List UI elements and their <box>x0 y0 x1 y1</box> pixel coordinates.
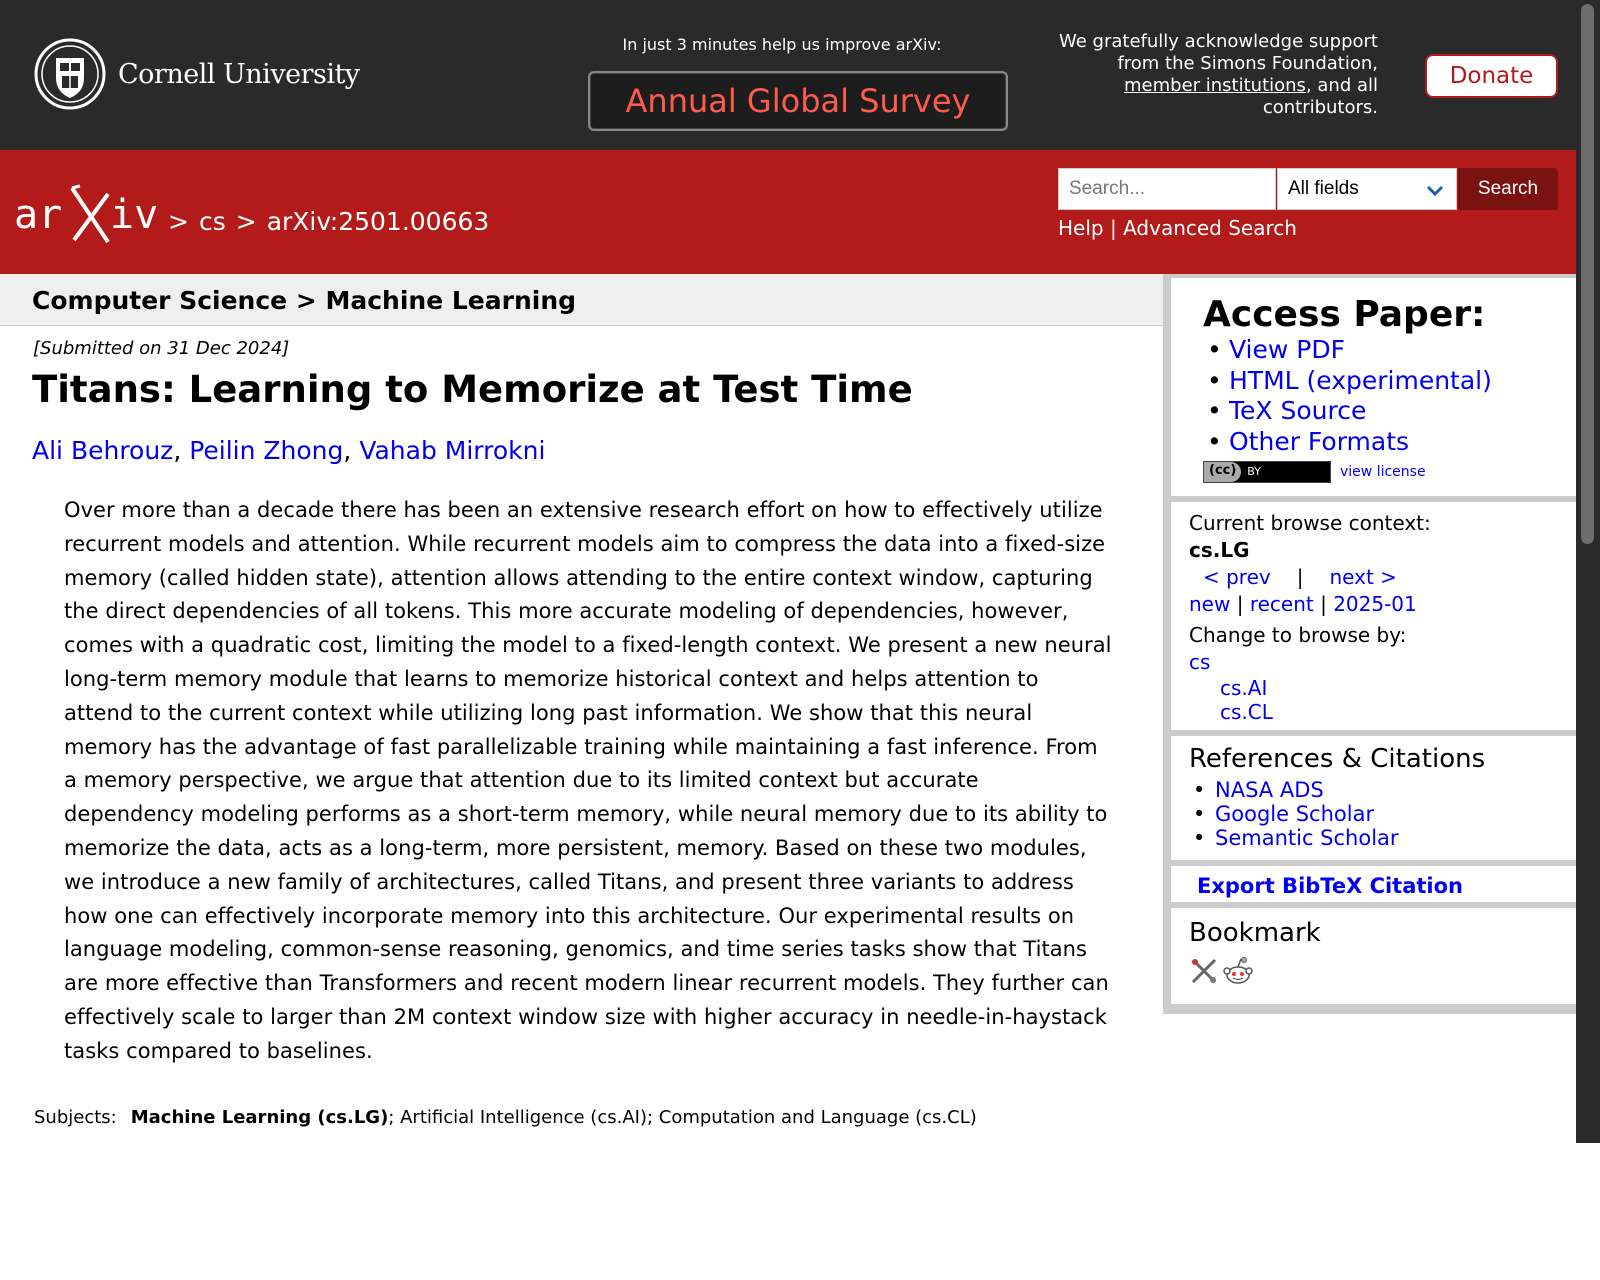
subject-header: Computer Science > Machine Learning <box>0 274 1163 326</box>
arxiv-header <box>0 150 1576 274</box>
browse-cs-link[interactable]: cs <box>1189 650 1211 674</box>
arxiv-logo-icon[interactable] <box>14 182 162 248</box>
browse-cl <box>1189 700 1576 724</box>
sidebar <box>1163 274 1576 1014</box>
nav-separator: | <box>1296 565 1304 589</box>
list-item <box>1189 778 1576 802</box>
breadcrumb-separator: > <box>235 207 257 236</box>
recent-link[interactable]: recent <box>1249 592 1314 616</box>
author-list <box>32 436 545 465</box>
cornell-name: Cornell University <box>118 58 360 90</box>
prev-next-nav <box>1189 564 1576 591</box>
semantic-scholar-link[interactable]: Semantic Scholar <box>1215 826 1399 850</box>
scrollbar[interactable] <box>1576 0 1600 1143</box>
secondary-subjects: ; Artificial Intelligence (cs.AI); Computation and Language (cs.CL) <box>388 1107 977 1128</box>
browse-context-current: cs.LG <box>1189 538 1250 562</box>
chevron-down-icon <box>1424 179 1446 201</box>
listing-nav <box>1189 591 1576 618</box>
view-license-link[interactable]: view license <box>1340 464 1426 480</box>
abstract: Over more than a decade there has been an extensive research effort on how to effectively utilize recurrent models and attention. While recurrent models aim to compress the data into a fixed-size memory (called hidden state), attention allows attending to the entire context window, capturing the direct dependencies of all tokens. This more accurate modeling of dependencies, however, comes with a quadratic cost, limiting the model to a fixed-length context. We present a new neural long-term memory module that learns to memorize historical context and helps attention to attend to the current context while utilizing long past information. We show that this neural memory has the advantage of fast parallelizable training while maintaining a fast inference. From a memory perspective, we argue that attention due to its limited context but accurate dependency modeling performs as a short-term memory, while neural memory due to its ability to memorize the data, acts as a long-term, more persistent, memory. Based on these two modules, we introduce a new family of architectures, called Titans, and present three variants to address how one can effectively incorporate memory into this architecture. Our experimental results on language modeling, common-sense reasoning, genomics, and time series tasks show that Titans are more effective than Transformers and recent modern linear recurrent models. They further can effectively scale to larger than 2M context window size with higher accuracy in needle-in-haystack tasks compared to baselines. <box>64 498 1112 1063</box>
bookmark-box <box>1171 908 1576 1004</box>
browse-cs <box>1189 649 1576 676</box>
view-pdf-link[interactable]: View PDF <box>1229 335 1345 364</box>
paper-title: Titans: Learning to Memorize at Test Time <box>32 368 913 411</box>
scrollbar-thumb[interactable] <box>1581 4 1594 544</box>
author-link[interactable]: Vahab Mirrokni <box>359 436 546 465</box>
month-link[interactable]: 2025-01 <box>1333 592 1417 616</box>
export-bibtex-link[interactable]: Export BibTeX Citation <box>1197 874 1464 898</box>
svg-text:iv: iv <box>110 192 159 238</box>
advanced-search-link[interactable]: Advanced Search <box>1123 216 1297 240</box>
cc-by-license-icon[interactable] <box>1203 461 1331 483</box>
list-item <box>1189 802 1576 826</box>
author-link[interactable]: Ali Behrouz <box>32 436 174 465</box>
author-separator: , <box>173 436 190 465</box>
top-banner <box>0 0 1576 150</box>
search-input[interactable] <box>1058 168 1276 210</box>
browse-cs-cl-link[interactable]: cs.CL <box>1220 700 1273 724</box>
svg-text:ar: ar <box>14 192 63 238</box>
new-link[interactable]: new <box>1189 592 1231 616</box>
bookmark-icons <box>1189 956 1576 986</box>
donate-button[interactable]: Donate <box>1425 54 1558 98</box>
cornell-logo-link[interactable] <box>34 38 360 110</box>
list-item <box>1189 826 1576 850</box>
submission-date: [Submitted on 31 Dec 2024] <box>33 338 290 359</box>
nasa-ads-link[interactable]: NASA ADS <box>1215 778 1324 802</box>
prev-link[interactable]: < prev <box>1203 565 1271 589</box>
bibsonomy-icon[interactable] <box>1189 956 1219 986</box>
change-browse-label: Change to browse by: <box>1189 623 1407 647</box>
tex-source-link[interactable]: TeX Source <box>1229 396 1367 425</box>
support-line-2: from the Simons Foundation, <box>1117 53 1378 74</box>
nav-separator: | <box>1320 592 1327 616</box>
breadcrumb <box>168 207 489 236</box>
search-field-select[interactable] <box>1277 168 1457 210</box>
support-line-3-text: , and all <box>1305 75 1378 96</box>
search-links-separator: | <box>1109 216 1117 240</box>
support-acknowledgement <box>1018 31 1378 119</box>
browse-context-box <box>1171 502 1576 730</box>
list-item <box>1203 427 1576 458</box>
bookmark-title: Bookmark <box>1189 918 1321 948</box>
references-box <box>1171 736 1576 860</box>
list-item <box>1203 366 1576 397</box>
search-field-value: All fields <box>1288 178 1359 199</box>
access-paper-title: Access Paper: <box>1203 294 1486 335</box>
browse-context-label: Current browse context: <box>1189 511 1431 535</box>
browse-cs-ai-link[interactable]: cs.AI <box>1220 676 1268 700</box>
subjects-label: Subjects: <box>34 1107 117 1128</box>
license <box>1203 461 1576 483</box>
other-formats-link[interactable]: Other Formats <box>1229 426 1410 456</box>
search-button[interactable]: Search <box>1458 168 1558 210</box>
search-links <box>1058 216 1297 240</box>
breadcrumb-cs[interactable]: cs <box>198 207 226 236</box>
list-item <box>1203 335 1576 366</box>
references-links <box>1189 778 1576 850</box>
google-scholar-link[interactable]: Google Scholar <box>1215 802 1375 826</box>
support-line-4: contributors. <box>1262 97 1378 118</box>
breadcrumb-separator: > <box>168 207 189 236</box>
support-line-3 <box>1018 75 1378 97</box>
references-title: References & Citations <box>1189 744 1486 774</box>
member-institutions-link[interactable]: member institutions <box>1124 75 1306 96</box>
breadcrumb-paper-id: arXiv:2501.00663 <box>266 207 490 236</box>
help-link[interactable]: Help <box>1058 216 1104 240</box>
cornell-seal-icon <box>34 38 106 110</box>
access-links <box>1203 335 1576 457</box>
survey-prompt: In just 3 minutes help us improve arXiv: <box>622 35 942 54</box>
reddit-icon[interactable] <box>1223 956 1253 986</box>
next-link[interactable]: next > <box>1329 565 1397 589</box>
annual-survey-button[interactable]: Annual Global Survey <box>588 71 1008 131</box>
author-link[interactable]: Peilin Zhong <box>189 436 344 465</box>
html-experimental-link[interactable]: HTML (experimental) <box>1229 365 1492 395</box>
browse-ai <box>1189 676 1576 700</box>
access-paper-box <box>1171 278 1576 496</box>
cc-label: (cc) <box>1204 462 1241 482</box>
primary-subject: Machine Learning (cs.LG) <box>130 1107 389 1128</box>
support-line-1: We gratefully acknowledge support <box>1059 31 1378 52</box>
list-item <box>1203 396 1576 427</box>
nav-separator: | <box>1236 592 1244 616</box>
export-box <box>1171 866 1576 902</box>
cc-by-label: BY <box>1247 465 1261 478</box>
subjects <box>34 1107 977 1128</box>
author-separator: , <box>343 436 360 465</box>
